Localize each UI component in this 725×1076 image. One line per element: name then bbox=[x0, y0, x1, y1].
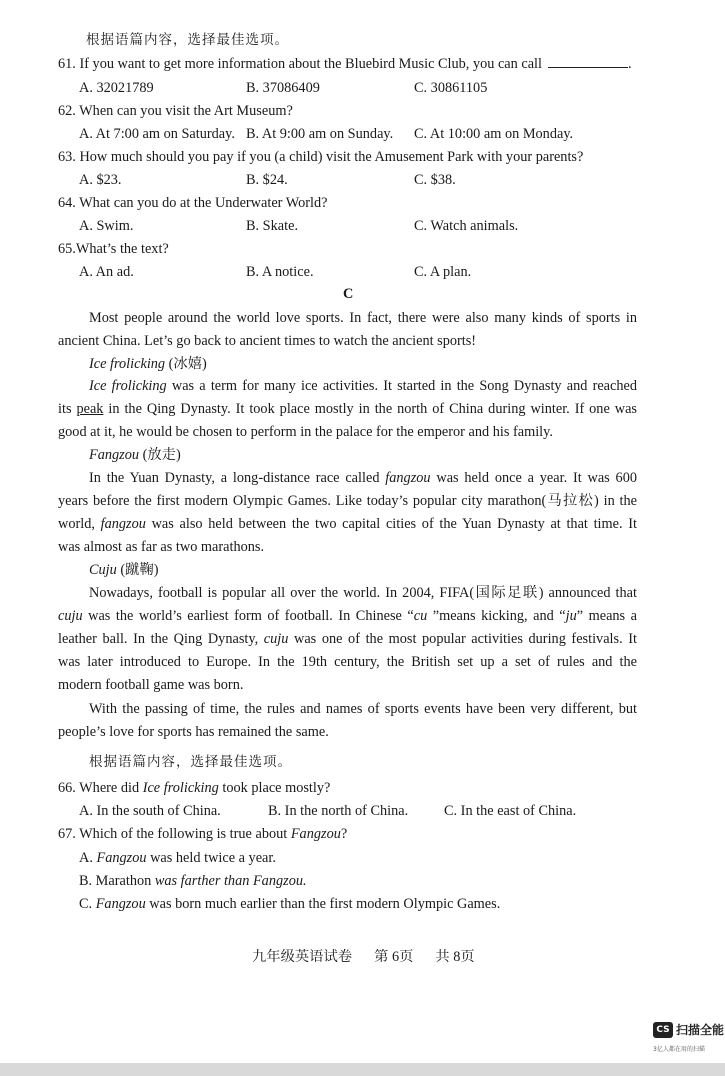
fangzou-line-1 bbox=[89, 469, 637, 487]
q65-option-a: A. An ad. bbox=[79, 264, 134, 280]
intro-line-2: ancient China. Let’s go back to ancient times to watch the ancient sports! bbox=[58, 333, 477, 349]
cuju-heading-en: Cuju bbox=[89, 562, 117, 578]
q67-option-b-pre: B. Marathon bbox=[79, 873, 155, 889]
cuju-line-1: Nowadays, football is popular all over the world. In 2004, FIFA(国际足联) announced that bbox=[89, 585, 637, 601]
question-67-stem bbox=[58, 825, 347, 843]
q67-option-a-pre: A. bbox=[79, 850, 97, 866]
q67-option-a-post: was held twice a year. bbox=[146, 850, 276, 866]
fangzou-heading-en: Fangzou bbox=[89, 447, 140, 463]
cuju-line-4: was later introduced to Europe. In the 19th century, the British set up a set of rules and the bbox=[58, 654, 637, 670]
q61-option-a: A. 32021789 bbox=[79, 80, 154, 96]
q66-stem-term: Ice frolicking bbox=[142, 780, 219, 796]
cuju-line-2-mid: was the world’s earliest form of football. In Chinese “ bbox=[82, 608, 414, 624]
question-61-stem: 61. If you want to get more information about the Bluebird Music Club, you can call bbox=[58, 56, 543, 72]
cuju-term: cuju bbox=[263, 631, 289, 647]
question-66-stem bbox=[58, 779, 330, 797]
q66-option-c: C. In the east of China. bbox=[444, 803, 577, 819]
q67-option-c-term: Fangzou bbox=[95, 896, 146, 912]
q66-stem-post: took place mostly? bbox=[218, 780, 331, 796]
ice-line-3: good at it, he would be chosen to perform in the palace for the emperor and his family. bbox=[58, 424, 553, 440]
q61-option-b: B. 37086409 bbox=[246, 80, 320, 96]
q61-option-c: C. 30861105 bbox=[414, 80, 488, 96]
question-61 bbox=[58, 55, 632, 73]
q63-option-a: A. $23. bbox=[79, 172, 122, 188]
ice-term: Ice frolicking bbox=[89, 378, 167, 394]
q67-option-b bbox=[79, 872, 307, 890]
question-64-stem: 64. What can you do at the Underwater World? bbox=[58, 195, 328, 211]
section-c-heading: C bbox=[343, 286, 354, 302]
q67-stem-term: Fangzou bbox=[290, 826, 341, 842]
camscanner-logo-icon: CS bbox=[653, 1022, 673, 1038]
blank-end: . bbox=[628, 56, 632, 72]
cuju-line-3-post: was one of the most popular activities during festivals. It bbox=[288, 631, 637, 647]
q67-option-a-term: Fangzou bbox=[96, 850, 147, 866]
ice-line-2-pre: its bbox=[58, 401, 77, 417]
cuju-line-2 bbox=[58, 607, 637, 625]
cuju-line-2-mid2: ”means kicking, and “ bbox=[427, 608, 566, 624]
cu-term: cu bbox=[413, 608, 428, 624]
ice-line-1 bbox=[89, 377, 637, 395]
q66-stem-pre: 66. Where did bbox=[58, 780, 143, 796]
footer-exam-name: 九年级英语试卷 bbox=[252, 949, 353, 965]
q65-option-b: B. A notice. bbox=[246, 264, 314, 280]
q67-option-c-pre: C. bbox=[79, 896, 96, 912]
fangzou-line-3 bbox=[58, 515, 637, 533]
q67-option-c bbox=[79, 895, 500, 913]
q64-option-c: C. Watch animals. bbox=[414, 218, 519, 234]
q67-stem-pre: 67. Which of the following is true about bbox=[58, 826, 291, 842]
q62-option-c: C. At 10:00 am on Monday. bbox=[414, 126, 574, 142]
cuju-line-3 bbox=[58, 630, 637, 648]
scanner-tagline: 3亿人都在用的扫描 bbox=[653, 1046, 705, 1053]
ice-line-1-text: was a term for many ice activities. It started in the Song Dynasty and reached bbox=[166, 378, 638, 394]
closing-line-1: With the passing of time, the rules and names of sports events have been very different, but bbox=[89, 701, 637, 717]
q67-stem-post: ? bbox=[340, 826, 348, 842]
ju-term: ju bbox=[565, 608, 577, 624]
cuju-term: cuju bbox=[58, 608, 83, 624]
q64-option-b: B. Skate. bbox=[246, 218, 299, 234]
footer-page-number: 第 6页 bbox=[374, 949, 414, 965]
cuju-heading-cn: (蹴鞠) bbox=[120, 562, 159, 578]
fangzou-term: fangzou bbox=[100, 516, 146, 532]
section-b-instruction: 根据语篇内容，选择最佳选项。 bbox=[86, 32, 289, 48]
fangzou-line-3-pre: world, bbox=[58, 516, 101, 532]
q63-option-c: C. $38. bbox=[414, 172, 456, 188]
section-c-instruction: 根据语篇内容，选择最佳选项。 bbox=[89, 754, 292, 770]
bottom-band bbox=[0, 1063, 725, 1076]
ice-heading-en: Ice frolicking bbox=[89, 356, 166, 372]
cuju-heading bbox=[89, 561, 159, 579]
question-62-stem: 62. When can you visit the Art Museum? bbox=[58, 103, 293, 119]
q67-option-a bbox=[79, 849, 276, 867]
q66-option-a: A. In the south of China. bbox=[79, 803, 221, 819]
ice-line-2-post: in the Qing Dynasty. It took place mostly in the north of China during winter. If one was bbox=[103, 401, 637, 417]
ice-heading-cn: (冰嬉) bbox=[168, 356, 207, 372]
fangzou-term: fangzou bbox=[385, 470, 431, 486]
fangzou-line-1-pre: In the Yuan Dynasty, a long-distance race called bbox=[89, 470, 386, 486]
fangzou-line-3-post: was also held between the two capital cities of the Yuan Dynasty at that time. It bbox=[145, 516, 637, 532]
page-footer bbox=[252, 946, 497, 966]
scanner-name: 扫描全能 bbox=[676, 1023, 725, 1037]
underlined-word-peak: peak bbox=[76, 401, 104, 417]
ice-frolicking-heading bbox=[89, 355, 207, 373]
scanner-watermark bbox=[653, 1021, 724, 1038]
fangzou-line-1-post: was held once a year. It was 600 bbox=[430, 470, 637, 486]
fangzou-heading-cn: (放走) bbox=[142, 447, 181, 463]
q63-option-b: B. $24. bbox=[246, 172, 288, 188]
footer-total-pages: 共 8页 bbox=[435, 949, 475, 965]
question-65-stem: 65.What’s the text? bbox=[58, 241, 169, 257]
fangzou-line-4: was almost as far as two marathons. bbox=[58, 539, 265, 555]
q67-option-b-italic: was farther than Fangzou. bbox=[154, 873, 307, 889]
q67-option-c-post: was born much earlier than the first modern Olympic Games. bbox=[145, 896, 501, 912]
fangzou-line-2: years before the first modern Olympic Games. Like today’s popular city marathon(马拉松) in the bbox=[58, 493, 637, 509]
cuju-line-2-post: ” means a bbox=[576, 608, 637, 624]
q64-option-a: A. Swim. bbox=[79, 218, 134, 234]
q66-option-b: B. In the north of China. bbox=[268, 803, 409, 819]
fangzou-heading bbox=[89, 446, 181, 464]
q65-option-c: C. A plan. bbox=[414, 264, 472, 280]
q62-option-a: A. At 7:00 am on Saturday. bbox=[79, 126, 235, 142]
intro-line-1: Most people around the world love sports. In fact, there were also many kinds of sports in bbox=[89, 310, 637, 326]
closing-line-2: people’s love for sports has remained the same. bbox=[58, 724, 329, 740]
question-63-stem: 63. How much should you pay if you (a child) visit the Amusement Park with your parents? bbox=[58, 149, 584, 165]
ice-line-2 bbox=[58, 400, 637, 418]
answer-blank bbox=[548, 55, 628, 68]
cuju-line-5: modern football game was born. bbox=[58, 677, 244, 693]
cuju-line-3-pre: leather ball. In the Qing Dynasty, bbox=[58, 631, 264, 647]
q62-option-b: B. At 9:00 am on Sunday. bbox=[246, 126, 394, 142]
